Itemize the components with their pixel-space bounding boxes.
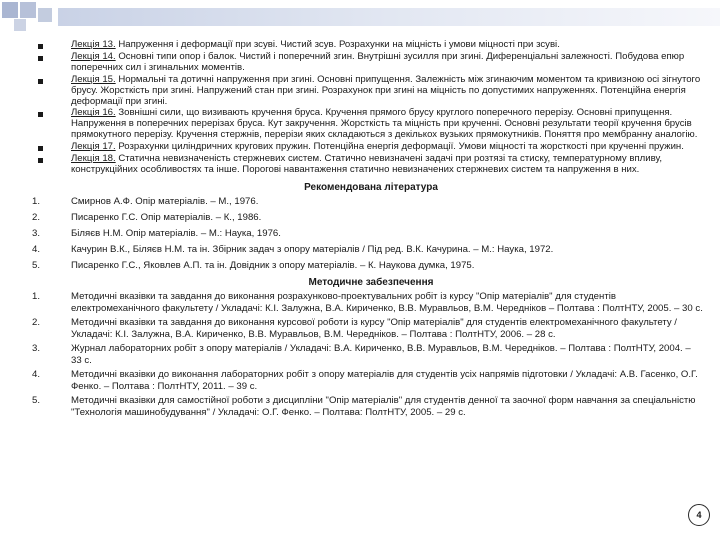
item-text: Методичні вказівки та завдання до виконання розрахунково-проектувальних робіт із курсу "Опір матеріалів" для студентів електромеханічного факультету / Укладачі: К.І. Залужна, В.А. Кириченко, В.В. Муравльов, В.М. Чередніков – Полтава : ПолтНТУ, 2005. – 30 с. xyxy=(71,291,703,315)
item-number: 3. xyxy=(32,227,41,239)
item-text: Смирнов А.Ф. Опір матеріалів. – М., 1976. xyxy=(71,195,259,207)
lecture-item xyxy=(38,75,704,108)
item-text: Методичні вказівки до виконання лабораторних робіт з опору матеріалів для студентів усіх напрямів підготовки / Укладачі: А.В. Гасенко, О.Г. Фенко. – Полтава : ПолтНТУ, 2011. – 39 с. xyxy=(71,368,698,392)
item-text: Біляєв Н.М. Опір матеріалів. – М.: Наука, 1976. xyxy=(71,227,281,239)
methodical-item xyxy=(32,394,704,419)
page-number-badge: 4 xyxy=(688,504,710,526)
decorative-squares xyxy=(0,0,60,32)
lecture-item xyxy=(38,108,704,141)
literature-item xyxy=(32,259,704,272)
methodical-item xyxy=(32,343,704,367)
slide-content xyxy=(32,39,704,420)
methodical-list xyxy=(32,291,704,418)
literature-item xyxy=(32,243,704,256)
item-number: 1. xyxy=(32,291,41,303)
square-bullet-icon xyxy=(38,112,43,117)
lecture-title: Лекція 18. xyxy=(71,153,116,165)
lecture-title: Лекція 14. xyxy=(71,50,116,62)
methodical-item xyxy=(32,291,704,315)
literature-item xyxy=(32,195,704,208)
lecture-item xyxy=(38,142,704,153)
item-number: 3. xyxy=(32,343,41,355)
item-number: 5. xyxy=(32,394,41,406)
lecture-text: Основні типи опор і балок. Чистий і поперечний згин. Внутрішні зусилля при згині. Диференціальні залежності. Побудова епюр поперечних сил і згинальних моментів. xyxy=(71,50,685,73)
item-text: Писаренко Г.С. Опір матеріалів. – К., 1986. xyxy=(71,211,262,223)
item-number: 4. xyxy=(32,368,41,380)
square-bullet-icon xyxy=(38,56,43,61)
lecture-title: Лекція 17. xyxy=(71,141,116,153)
methodical-item xyxy=(32,368,704,393)
header-bar xyxy=(58,8,720,26)
methodical-item xyxy=(32,317,704,341)
item-text: Методичні вказівки для самостійної роботи з дисципліни "Опір матеріалів" для студентів денної та заочної форм навчання за спеціальністю "Технологія машинобудування" / Укладачі: О.Г. Фенко. – Полтава: ПолтНТУ, 2005. – 29 с. xyxy=(71,394,696,418)
lecture-list xyxy=(38,40,704,176)
lecture-title: Лекція 16. xyxy=(71,107,116,119)
item-number: 2. xyxy=(32,211,41,223)
item-number: 5. xyxy=(32,259,41,271)
lecture-item xyxy=(38,154,704,176)
lecture-text: Розрахунки циліндричних кругових пружин. Потенційна енергія деформації. Умови міцності та жорсткості при крученні пружин. xyxy=(115,141,684,153)
lecture-item xyxy=(38,40,704,51)
lecture-item xyxy=(38,52,704,74)
item-text: Писаренко Г.С., Яковлев А.П. та ін. Довідник з опору матеріалів. – К. Наукова думка, 1975. xyxy=(71,259,475,271)
literature-heading: Рекомендована література xyxy=(304,181,438,193)
literature-item xyxy=(32,211,704,224)
square-bullet-icon xyxy=(38,44,43,49)
item-text: Методичні вказівки та завдання до виконання курсової роботи із курсу "Опір матеріалів" для студентів електромеханічного факультету / Укладачі: К.І. Залужна, В.А. Кириченко, В.В. Муравльов, В.М. Чередніков. – Полтава : ПолтНТУ, 2006. – 28 с. xyxy=(71,317,677,341)
lecture-text: Напруження і деформації при зсуві. Чистий зсув. Розрахунки на міцність і умови міцності при зсуві. xyxy=(115,39,560,50)
literature-item xyxy=(32,227,704,240)
item-text: Качурин В.К., Біляєв Н.М. та ін. Збірник задач з опору матеріалів / Під ред. В.К. Качурина. – М.: Наука, 1972. xyxy=(71,243,554,255)
lecture-title: Лекція 13. xyxy=(71,39,116,50)
item-number: 2. xyxy=(32,317,41,329)
lecture-title: Лекція 15. xyxy=(71,73,116,85)
item-text: Журнал лабораторних робіт з опору матеріалів / Укладачі: В.А. Кириченко, В.В. Муравльов, В.М. Чередніков. – Полтава : ПолтНТУ, 2004. – 33 с. xyxy=(71,343,691,366)
item-number: 4. xyxy=(32,243,41,255)
item-number: 1. xyxy=(32,195,41,207)
lecture-text: Зовнішні сили, що визивають кручення бруса. Кручення прямого брусу круглого поперечного перерізу. Основні припущення. Напруження в поперечних перерізах бруса. Кут закручення. Жорсткість та міцність при крученні. Основні результати теорії кручення брусів прямокутного перерізу. Кручення стержнів, перерізи яких складаються з декількох вузьких прямокутників. Поняття про мембранну аналогію. xyxy=(71,107,698,141)
square-bullet-icon xyxy=(38,158,43,163)
literature-list xyxy=(32,195,704,272)
square-bullet-icon xyxy=(38,79,43,84)
methodical-heading: Методичне забезпечення xyxy=(308,277,434,289)
lecture-text: Статична невизначеність стержневих систем. Статично невизначені задачі при розтязі та стиску, температурному впливу, конструкційних особливостях та інше. Порогові навантаження статично невизначених стержневих систем та напруження в них. xyxy=(71,153,663,175)
square-bullet-icon xyxy=(38,146,43,151)
lecture-text: Нормальні та дотичні напруження при згині. Основні припущення. Залежність між згинаючим моментом та кривизною осі зігнутого брусу. Жорсткість при згині. Напружений стан при згині. Розрахунок при згині на міцність по допустимих напруженнях. Потенційна енергія деформації при згині. xyxy=(71,73,701,107)
